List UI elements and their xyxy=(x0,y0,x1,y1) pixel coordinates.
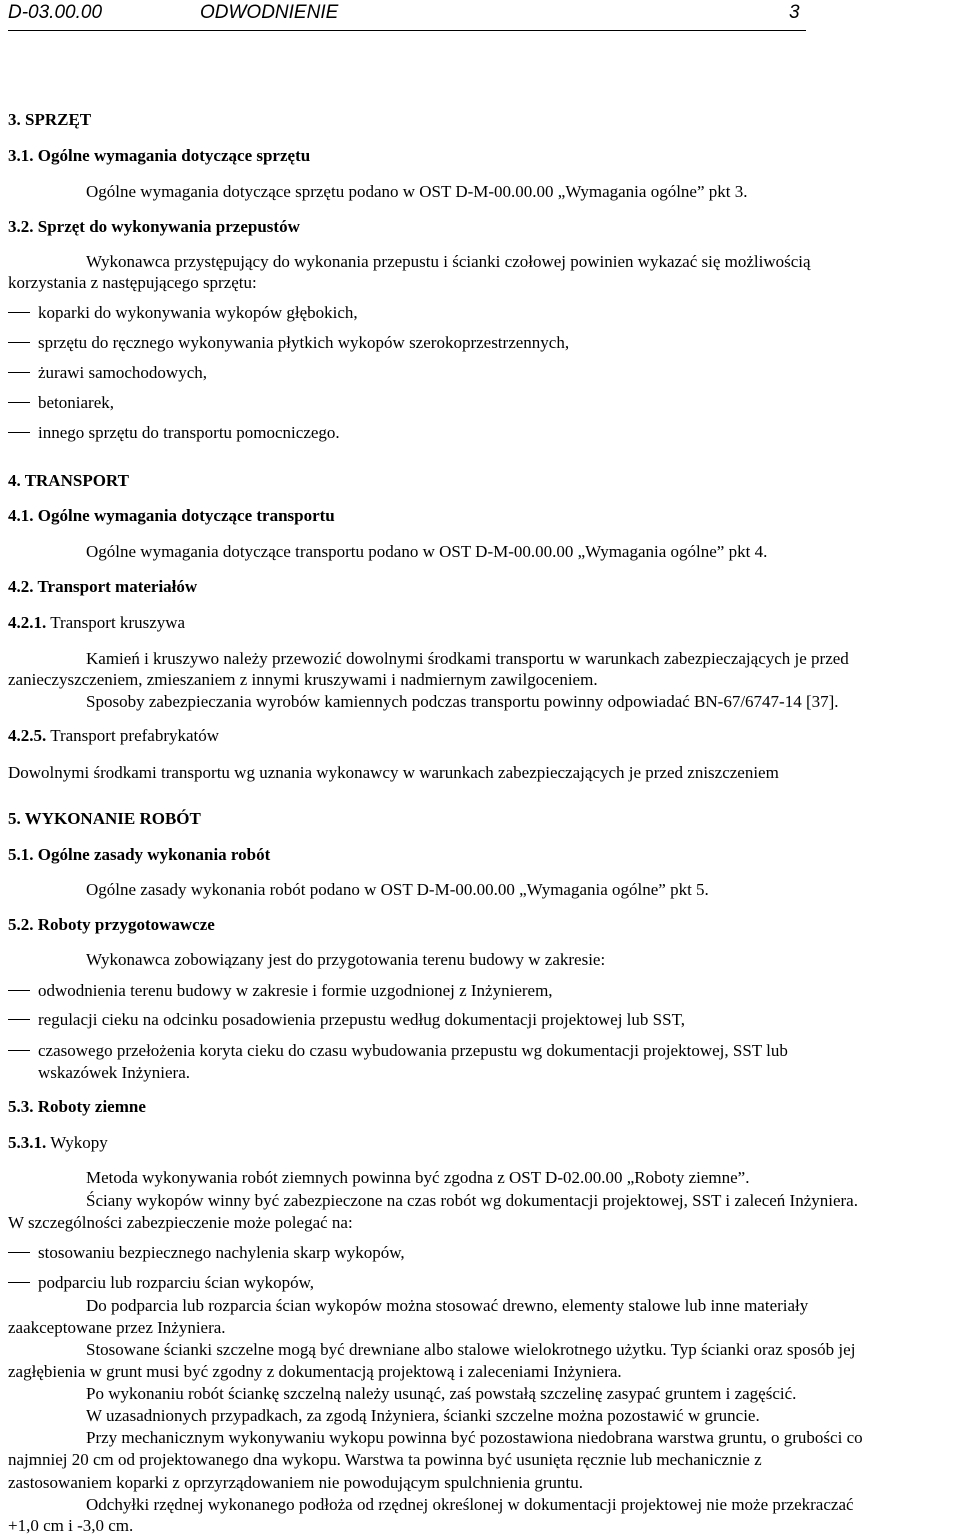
section-4-2-5-heading xyxy=(8,725,219,747)
list-item: sprzętu do ręcznego wykonywania płytkich wykopów szerokoprzestrzennych, xyxy=(38,333,570,352)
section-4-2-1-text-1: Kamień i kruszywo należy przewozić dowolnymi środkami transportu w warunkach zabezpieczających je przed xyxy=(86,649,849,668)
section-title: Wykopy xyxy=(46,1133,108,1152)
section-5-3-1-heading xyxy=(8,1132,108,1154)
list-item: koparki do wykonywania wykopów głębokich, xyxy=(38,303,358,322)
doc-code: D-03.00.00 xyxy=(8,2,103,23)
dash-icon xyxy=(8,1050,30,1051)
section-3-2-text-2: korzystania z następującego sprzętu: xyxy=(8,273,257,292)
dash-icon xyxy=(8,342,30,343)
dash-icon xyxy=(8,1252,30,1253)
list-item: regulacji cieku na odcinku posadowienia przepustu według dokumentacji projektowej lub SST, xyxy=(38,1010,685,1029)
paragraph: najmniej 20 cm od projektowanego dna wykopu. Warstwa ta powinna być usunięta ręcznie lub mechanicznie z xyxy=(8,1450,762,1469)
section-4-2-1-heading xyxy=(8,612,185,634)
paragraph: W szczególności zabezpieczenie może polegać na: xyxy=(8,1213,353,1232)
section-4-heading: 4. TRANSPORT xyxy=(8,471,129,490)
list-item: betoniarek, xyxy=(38,393,114,412)
section-4-2-5-text: Dowolnymi środkami transportu wg uznania wykonawcy w warunkach zabezpieczających je przed zniszczeniem xyxy=(8,763,779,782)
page-number: 3 xyxy=(789,2,800,23)
section-title: Transport prefabrykatów xyxy=(46,726,220,745)
paragraph: Po wykonaniu robót ściankę szczelną należy usunąć, zaś powstałą szczelinę zasypać gruntem i zagęścić. xyxy=(86,1384,797,1403)
section-number: 4.2.5. xyxy=(8,726,47,745)
dash-icon xyxy=(8,372,30,373)
paragraph: zagłębienia w grunt musi być zgodny z dokumentacją projektową i zaleceniami Inżyniera. xyxy=(8,1362,622,1381)
list-item: podparciu lub rozparciu ścian wykopów, xyxy=(38,1273,315,1292)
section-4-1-text: Ogólne wymagania dotyczące transportu podano w OST D-M-00.00.00 „Wymagania ogólne” pkt 4. xyxy=(86,542,768,561)
paragraph: Odchyłki rzędnej wykonanego podłoża od rzędnej określonej w dokumentacji projektowej nie może przekraczać xyxy=(86,1495,854,1514)
section-5-3-heading: 5.3. Roboty ziemne xyxy=(8,1097,146,1116)
paragraph: W uzasadnionych przypadkach, za zgodą Inżyniera, ścianki szczelne można pozostawić w gruncie. xyxy=(86,1406,760,1425)
paragraph: zaakceptowane przez Inżyniera. xyxy=(8,1318,226,1337)
section-5-1-heading: 5.1. Ogólne zasady wykonania robót xyxy=(8,845,271,864)
list-item-continuation: wskazówek Inżyniera. xyxy=(38,1063,190,1082)
section-3-heading: 3. SPRZĘT xyxy=(8,110,92,129)
doc-title: ODWODNIENIE xyxy=(200,2,339,23)
section-number: 4.2.1. xyxy=(8,613,47,632)
paragraph: zastosowaniem koparki z oprzyrządowaniem nie powodującym spulchnienia gruntu. xyxy=(8,1473,583,1492)
list-item: stosowaniu bezpiecznego nachylenia skarp wykopów, xyxy=(38,1243,405,1262)
paragraph: Do podparcia lub rozparcia ścian wykopów można stosować drewno, elementy stalowe lub inne materiały xyxy=(86,1296,809,1315)
list-item: czasowego przełożenia koryta cieku do czasu wybudowania przepustu wg dokumentacji projektowej, SST lub xyxy=(38,1041,788,1060)
section-number: 5.3.1. xyxy=(8,1133,47,1152)
list-item: odwodnienia terenu budowy w zakresie i formie uzgodnionej z Inżynierem, xyxy=(38,981,553,1000)
paragraph: Przy mechanicznym wykonywaniu wykopu powinna być pozostawiona niedobrana warstwa gruntu, o grubości co xyxy=(86,1428,863,1447)
dash-icon xyxy=(8,312,30,313)
section-5-2-text: Wykonawca zobowiązany jest do przygotowania terenu budowy w zakresie: xyxy=(86,950,606,969)
dash-icon xyxy=(8,432,30,433)
dash-icon xyxy=(8,1282,30,1283)
dash-icon xyxy=(8,1019,30,1020)
page-header xyxy=(8,0,806,31)
section-4-2-heading: 4.2. Transport materiałów xyxy=(8,577,198,596)
section-title: Transport kruszywa xyxy=(46,613,186,632)
list-item: innego sprzętu do transportu pomocniczego. xyxy=(38,423,340,442)
section-3-1-text: Ogólne wymagania dotyczące sprzętu podano w OST D-M-00.00.00 „Wymagania ogólne” pkt 3. xyxy=(86,182,748,201)
section-3-1-heading: 3.1. Ogólne wymagania dotyczące sprzętu xyxy=(8,146,311,165)
section-5-heading: 5. WYKONANIE ROBÓT xyxy=(8,809,201,828)
paragraph: Metoda wykonywania robót ziemnych powinna być zgodna z OST D-02.00.00 „Roboty ziemne”. xyxy=(86,1168,750,1187)
section-3-2-text-1: Wykonawca przystępujący do wykonania przepustu i ścianki czołowej powinien wykazać się możliwością xyxy=(86,252,811,271)
dash-icon xyxy=(8,402,30,403)
dash-icon xyxy=(8,990,30,991)
section-5-1-text: Ogólne zasady wykonania robót podano w OST D-M-00.00.00 „Wymagania ogólne” pkt 5. xyxy=(86,880,709,899)
paragraph: Ściany wykopów winny być zabezpieczone na czas robót wg dokumentacji projektowej, SST i zaleceń Inżyniera. xyxy=(86,1191,858,1210)
list-item: żurawi samochodowych, xyxy=(38,363,208,382)
section-4-2-1-text-3: Sposoby zabezpieczania wyrobów kamiennych podczas transportu powinny odpowiadać BN-67/6747-14 [37]. xyxy=(86,692,839,711)
section-4-2-1-text-2: zanieczyszczeniem, zmieszaniem z innymi kruszywami i nadmiernym zawilgoceniem. xyxy=(8,670,598,689)
paragraph: +1,0 cm i -3,0 cm. xyxy=(8,1516,134,1535)
section-5-2-heading: 5.2. Roboty przygotowawcze xyxy=(8,915,215,934)
section-3-2-heading: 3.2. Sprzęt do wykonywania przepustów xyxy=(8,217,300,236)
section-4-1-heading: 4.1. Ogólne wymagania dotyczące transportu xyxy=(8,506,335,525)
paragraph: Stosowane ścianki szczelne mogą być drewniane albo stalowe wielokrotnego użytku. Typ ścianki oraz sposób jej xyxy=(86,1340,856,1359)
